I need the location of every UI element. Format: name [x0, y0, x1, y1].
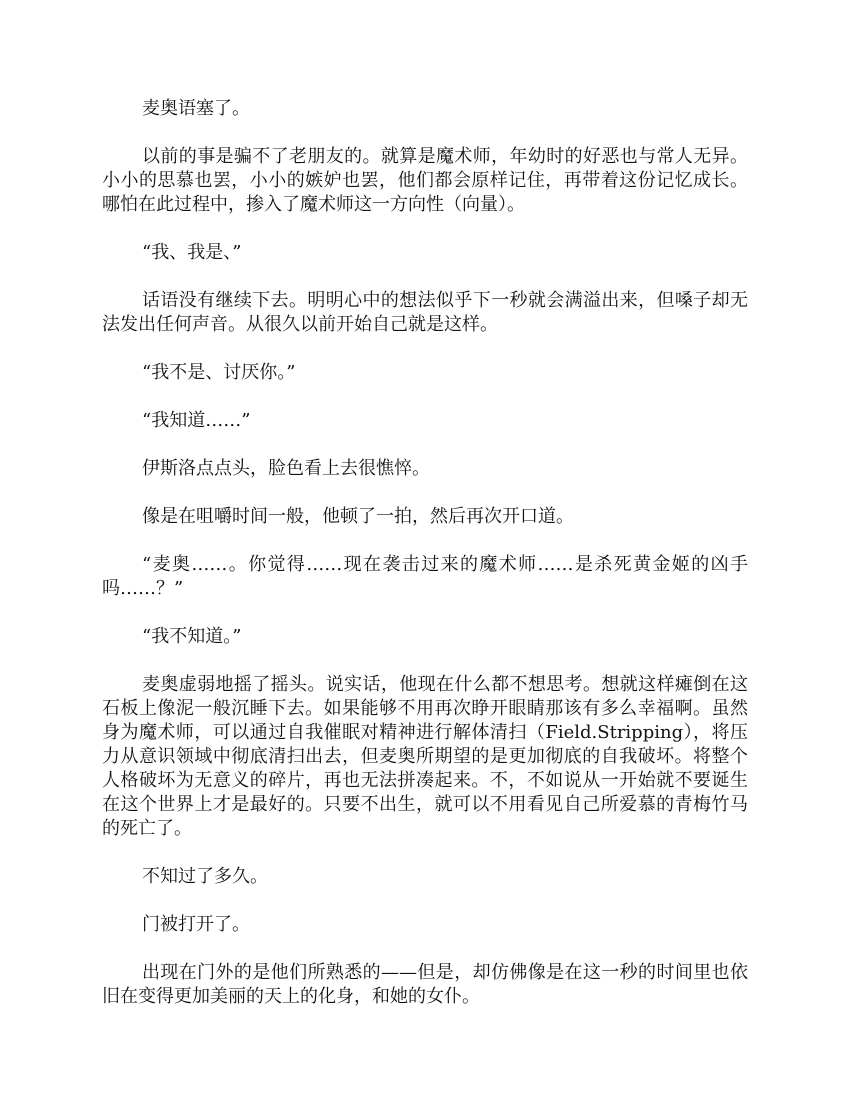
paragraph-3: “我、我是、” [142, 242, 242, 263]
paragraph-5: “我不是、讨厌你。” [142, 362, 296, 383]
paragraph-8: 像是在咀嚼时间一般，他顿了一拍，然后再次开口道。 [142, 506, 574, 527]
paragraph-12: 不知过了多久。 [142, 866, 268, 887]
paragraph-7: 伊斯洛点点头，脸色看上去很憔悴。 [142, 458, 430, 479]
paragraph-14: 出现在门外的是他们所熟悉的——但是，却仿佛像是在这一秒的时间里也依旧在变得更加美丽的天上的化身，和她的女仆。 [102, 962, 748, 1007]
paragraph-2: 以前的事是骗不了老朋友的。就算是魔术师，年幼时的好恶也与常人无异。小小的思慕也罢，小小的嫉妒也罢，他们都会原样记住，再带着这份记忆成长。哪怕在此过程中，掺入了魔术师这一方向性（向量）。 [102, 146, 748, 215]
body-text [102, 97, 748, 1033]
paragraph-9: “麦奥……。你觉得……现在袭击过来的魔术师……是杀死黄金姬的凶手吗……？” [102, 554, 748, 599]
paragraph-10: “我不知道。” [142, 626, 242, 647]
paragraph-11: 麦奥虚弱地摇了摇头。说实话，他现在什么都不想思考。想就这样瘫倒在这石板上像泥一般沉睡下去。如果能够不用再次睁开眼睛那该有多么幸福啊。虽然身为魔术师，可以通过自我催眠对精神进行解体清扫（Field.Stripping），将压力从意识领域中彻底清扫出去，但麦奥所期望的是更加彻底的自我破坏。将整个人格破坏为无意义的碎片，再也无法拼凑起来。不，不如说从一开始就不要诞生在这个世界上才是最好的。只要不出生，就可以不用看见自己所爱慕的青梅竹马的死亡了。 [102, 674, 748, 839]
paragraph-6: “我知道……” [142, 410, 251, 431]
paragraph-1: 麦奥语塞了。 [142, 98, 250, 119]
paragraph-13: 门被打开了。 [142, 914, 250, 935]
paragraph-4: 话语没有继续下去。明明心中的想法似乎下一秒就会满溢出来，但嗓子却无法发出任何声音。从很久以前开始自己就是这样。 [102, 290, 748, 335]
